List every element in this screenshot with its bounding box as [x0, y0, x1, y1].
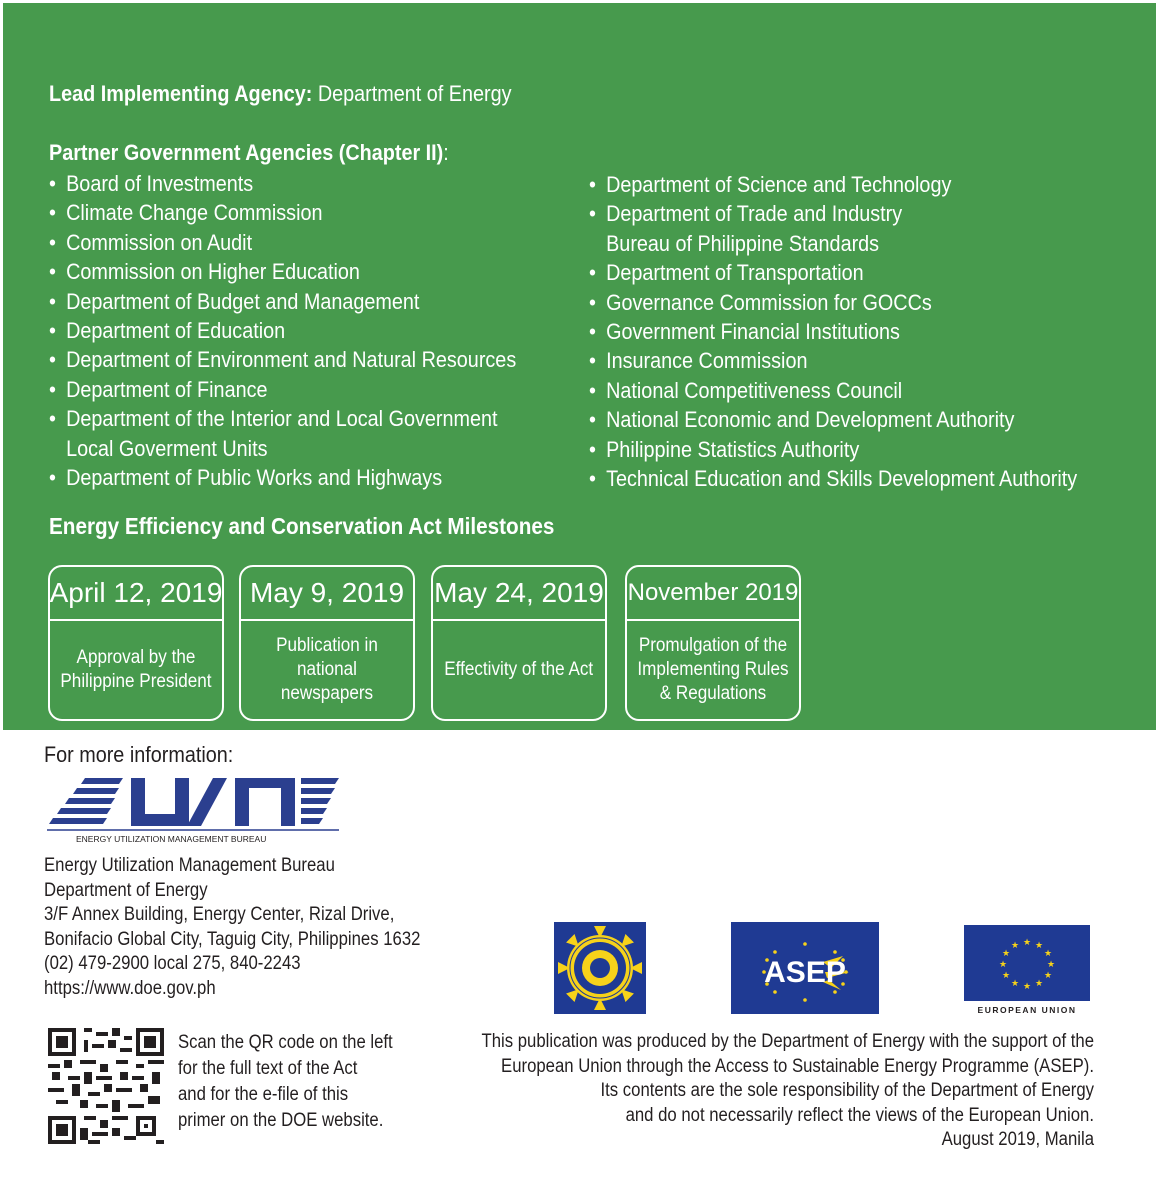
qr-text-line: for the full text of the Act	[178, 1058, 358, 1079]
partner-agencies-title-text: Partner Government Agencies (Chapter II)	[49, 140, 444, 165]
list-item-sub: Bureau of Philippine Standards	[606, 230, 880, 256]
list-item: • Department of Environment and Natural Resources	[49, 345, 516, 374]
credit-line: and do not necessarily reflect the views of the European Union.	[625, 1104, 1094, 1126]
list-item: • Department of Finance	[49, 375, 516, 404]
credit-line: This publication was produced by the Department of Energy with the support of the	[481, 1031, 1094, 1052]
svg-text:★: ★	[1034, 941, 1044, 951]
milestone-date: May 24, 2019	[433, 567, 605, 621]
svg-text:★: ★	[1010, 941, 1020, 951]
svg-text:★: ★	[1001, 949, 1011, 959]
milestones-title: Energy Efficiency and Conservation Act Milestones	[49, 513, 555, 539]
svg-text:★: ★	[998, 960, 1008, 970]
list-item: • Department of Transportation	[589, 258, 1077, 287]
milestone-date: November 2019	[627, 567, 799, 621]
partner-agencies-title	[49, 140, 449, 166]
contact-line: Department of Energy	[44, 879, 208, 901]
list-item: • Board of Investments	[49, 169, 516, 198]
credit-line: European Union through the Access to Sustainable Energy Programme (ASEP).	[501, 1055, 1094, 1077]
contact-line: 3/F Annex Building, Energy Center, Rizal Drive,	[44, 904, 395, 925]
list-item: • Commission on Audit	[49, 228, 516, 257]
contact-line: Bonifacio Global City, Taguig City, Philippines 1632	[44, 928, 421, 950]
qr-text-line: Scan the QR code on the left	[178, 1032, 393, 1053]
milestone-card	[625, 565, 801, 721]
eu-text: EUROPEAN UNION	[977, 1005, 1077, 1015]
asep-text: ASEP	[764, 956, 846, 989]
asep-logo-icon	[731, 922, 879, 1014]
list-item: • Governance Commission for GOCCs	[589, 288, 1077, 317]
milestone-date: May 9, 2019	[241, 567, 413, 621]
lead-agency-value: Department of Energy	[312, 81, 512, 106]
qr-text-line: primer on the DOE website.	[178, 1110, 384, 1131]
milestone-date: April 12, 2019	[50, 567, 222, 621]
partner-agencies-colon: :	[443, 140, 449, 165]
milestone-desc: Promulgation of the Implementing Rules & Regulations	[637, 635, 789, 704]
green-panel	[3, 3, 1156, 730]
milestone-card	[431, 565, 607, 721]
list-item: • Department of Education	[49, 316, 516, 345]
qr-text-line: and for the e-file of this	[178, 1084, 349, 1105]
svg-text:★: ★	[1043, 971, 1053, 981]
list-item: • Insurance Commission	[589, 346, 1077, 375]
list-item: • Department of the Interior and Local Government Local Goverment Units	[49, 404, 516, 463]
milestone-card	[239, 565, 415, 721]
credit-line: Its contents are the sole responsibility of the Department of Energy	[600, 1080, 1094, 1101]
svg-text:★: ★	[1001, 971, 1011, 981]
svg-text:★: ★	[1034, 979, 1044, 989]
list-item: • Government Financial Institutions	[589, 317, 1077, 346]
lead-agency-label: Lead Implementing Agency:	[49, 81, 313, 106]
list-item-sub: Local Goverment Units	[66, 435, 268, 461]
logo-caption: ENERGY UTILIZATION MANAGEMENT BUREAU	[76, 834, 267, 844]
contact-line: (02) 479-2900 local 275, 840-2243	[44, 953, 301, 974]
list-item: • National Economic and Development Authority	[589, 405, 1077, 434]
list-item: • Department of Budget and Management	[49, 287, 516, 316]
doe-seal-icon	[554, 922, 646, 1014]
eu-flag-icon	[964, 925, 1090, 1015]
publication-credit	[482, 1030, 1094, 1153]
milestone-desc: Approval by the Philippine President	[60, 647, 212, 692]
agency-list-right	[589, 170, 1077, 493]
qr-code-icon[interactable]	[48, 1028, 164, 1144]
list-item: • Department of Science and Technology	[589, 170, 1077, 199]
svg-text:★: ★	[1043, 949, 1053, 959]
svg-text:★: ★	[1046, 960, 1056, 970]
credit-date: August 2019, Manila	[941, 1129, 1094, 1150]
contact-line: Energy Utilization Management Bureau	[44, 855, 335, 876]
list-item: • Climate Change Commission	[49, 198, 516, 227]
agency-list-left	[49, 169, 516, 492]
svg-text:★: ★	[1022, 982, 1032, 992]
website-link[interactable]: https://www.doe.gov.ph	[44, 977, 216, 999]
list-item: • Technical Education and Skills Development Authority	[589, 464, 1077, 493]
more-info-heading: For more information:	[44, 742, 234, 767]
milestone-desc: Publication in national newspapers	[276, 635, 378, 704]
svg-text:★: ★	[1022, 938, 1032, 948]
svg-text:★: ★	[1010, 979, 1020, 989]
list-item: • Department of Trade and Industry Bureau of Philippine Standards	[589, 199, 1077, 258]
list-item: • National Competitiveness Council	[589, 376, 1077, 405]
list-item: • Department of Public Works and Highways	[49, 463, 516, 492]
list-item: • Commission on Higher Education	[49, 257, 516, 286]
qr-instructions	[178, 1030, 393, 1134]
milestone-card	[48, 565, 224, 721]
contact-block	[44, 854, 420, 1001]
lead-agency	[49, 81, 512, 107]
milestone-desc: Effectivity of the Act	[444, 659, 594, 680]
list-item: • Philippine Statistics Authority	[589, 435, 1077, 464]
